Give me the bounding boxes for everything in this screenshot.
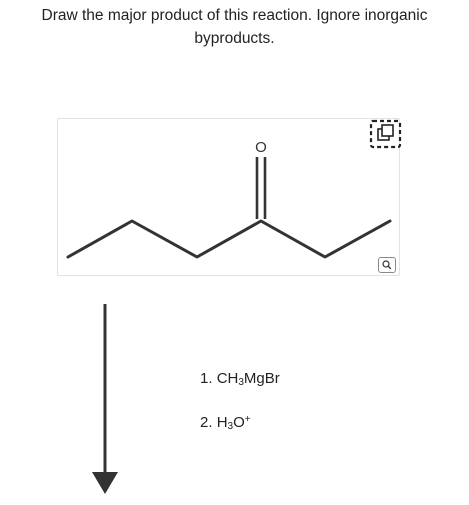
- reaction-conditions: [200, 368, 280, 431]
- reaction-arrow: [90, 302, 120, 498]
- reagent-step-2: [200, 409, 280, 431]
- oxygen-label: O: [255, 139, 267, 156]
- starting-material-panel: [57, 118, 400, 276]
- reagent-step-1: [200, 368, 280, 390]
- question-line-1: Draw the major product of this reaction. Ignore inorganic: [41, 7, 428, 24]
- molecule-structure: [58, 119, 399, 275]
- step-2-formula: $H_3O^+$: [216, 414, 251, 432]
- step-1-number: 1.: [200, 370, 213, 387]
- zoom-icon[interactable]: [378, 257, 396, 273]
- step-2-number: 2.: [200, 414, 213, 431]
- step-1-formula: $CH_3MgBr$: [216, 370, 280, 388]
- expand-view-icon[interactable]: [369, 119, 403, 151]
- question-line-2: byproducts.: [194, 30, 275, 47]
- question-text: [0, 4, 469, 50]
- carbon-chain: [68, 221, 390, 257]
